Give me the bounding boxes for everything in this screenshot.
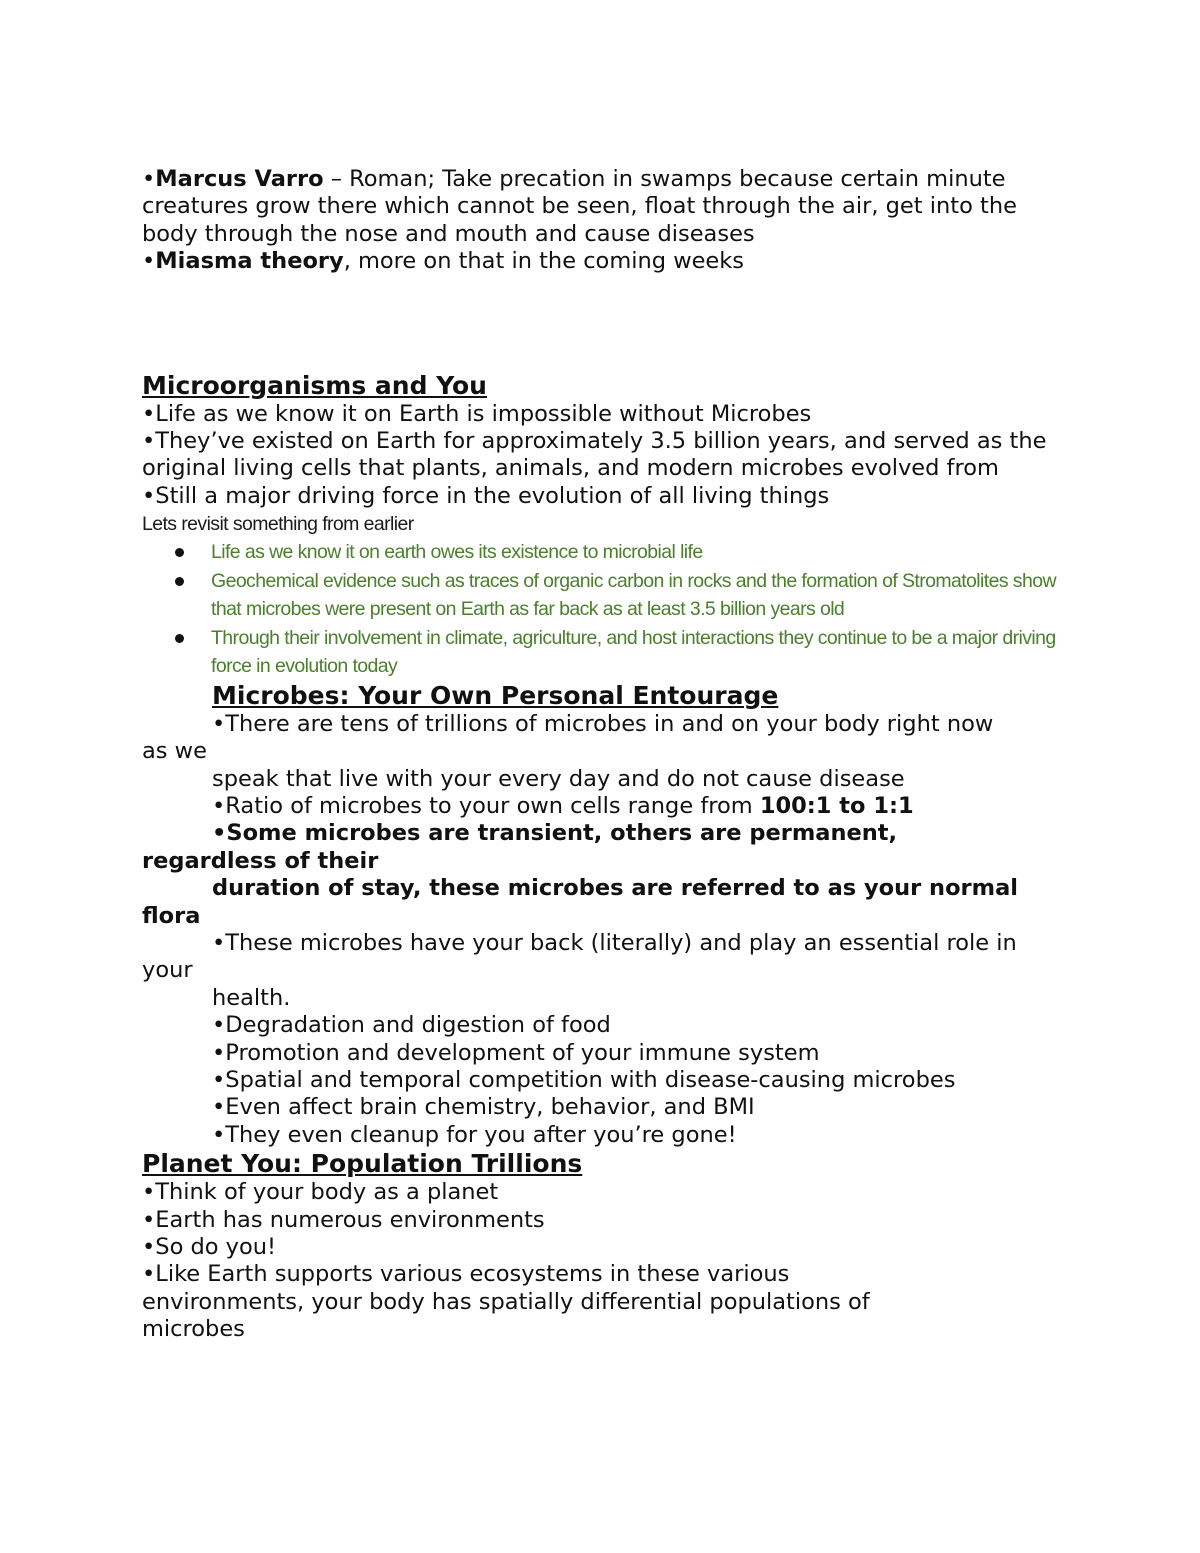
bullet-icon — [175, 577, 184, 586]
revisit-note: Lets revisit something from earlier — [142, 513, 414, 536]
entourage-line: health. — [212, 984, 291, 1011]
list-item: •Earth has numerous environments — [142, 1206, 545, 1233]
list-item: •Life as we know it on Earth is impossible without Microbes — [142, 400, 812, 427]
list-item: Life as we know it on earth owes its existence to microbial life — [142, 538, 1072, 567]
varro-text: – Roman; Take precation in swamps because certain minute creatures grow there which cannot be seen, float through the air, get into the body through the nose and mouth and cause diseases — [142, 166, 1017, 247]
spacer — [142, 276, 1072, 371]
green-list — [142, 538, 1072, 681]
list-item: •Like Earth supports various ecosystems in these various environments, your body has spatially differential populations of microbes — [142, 1261, 870, 1343]
heading-planet-you: Planet You: Population Trillions — [142, 1149, 583, 1179]
entourage-line: •These microbes have your back (literally) and play an essential role in — [212, 930, 1017, 956]
entourage-line: •Ratio of microbes to your own cells range from 100:1 to 1:1 — [212, 792, 914, 819]
document-page — [142, 166, 1072, 1344]
list-item: •Promotion and development of your immune system — [212, 1039, 820, 1066]
entourage-line: regardless of their — [142, 847, 379, 874]
varro-paragraph: •Marcus Varro – Roman; Take precation in swamps because certain minute creatures grow there which cannot be seen, float through the air, get into the body through the nose and mouth and cause diseases — [142, 166, 1017, 247]
varro-name: Marcus Varro — [155, 166, 324, 192]
list-item: Geochemical evidence such as traces of organic carbon in rocks and the formation of Stromatolites show that microbes were present on Earth as far back as at least 3.5 billion years old — [142, 567, 1072, 624]
list-item: •They even cleanup for you after you’re gone! — [212, 1121, 737, 1148]
heading-entourage: Microbes: Your Own Personal Entourage — [212, 680, 779, 710]
list-item: •Spatial and temporal competition with disease-causing microbes — [212, 1067, 956, 1094]
list-item: •Degradation and digestion of food — [212, 1012, 611, 1039]
entourage-line: •Some microbes are transient, others are permanent, — [212, 820, 898, 847]
bullet-icon — [175, 548, 184, 557]
heading-microorganisms: Microorganisms and You — [142, 370, 487, 400]
entourage-line: flora — [142, 902, 201, 929]
miasma-name: Miasma theory — [155, 248, 344, 275]
list-item: •Still a major driving force in the evolution of all living things — [142, 482, 830, 509]
miasma-paragraph: •Miasma theory, more on that in the coming weeks — [142, 248, 745, 275]
entourage-line: •There are tens of trillions of microbes in and on your body right now — [212, 710, 994, 737]
entourage-line: as we — [142, 738, 207, 765]
bullet-icon — [175, 634, 184, 643]
list-item: •They’ve existed on Earth for approximately 3.5 billion years, and served as the original living cells that plants, animals, and modern microbes evolved from — [142, 428, 1047, 482]
list-item: Through their involvement in climate, agriculture, and host interactions they continue to be a major driving force in evolution today — [142, 624, 1072, 681]
entourage-line: your — [142, 957, 193, 984]
list-item: •So do you! — [142, 1234, 277, 1261]
list-item: •Even affect brain chemistry, behavior, and BMI — [212, 1094, 755, 1121]
entourage-line: duration of stay, these microbes are referred to as your normal — [212, 875, 1018, 902]
miasma-text: , more on that in the coming weeks — [343, 248, 745, 275]
list-item: •Think of your body as a planet — [142, 1179, 499, 1206]
entourage-line: speak that live with your every day and do not cause disease — [212, 765, 905, 792]
